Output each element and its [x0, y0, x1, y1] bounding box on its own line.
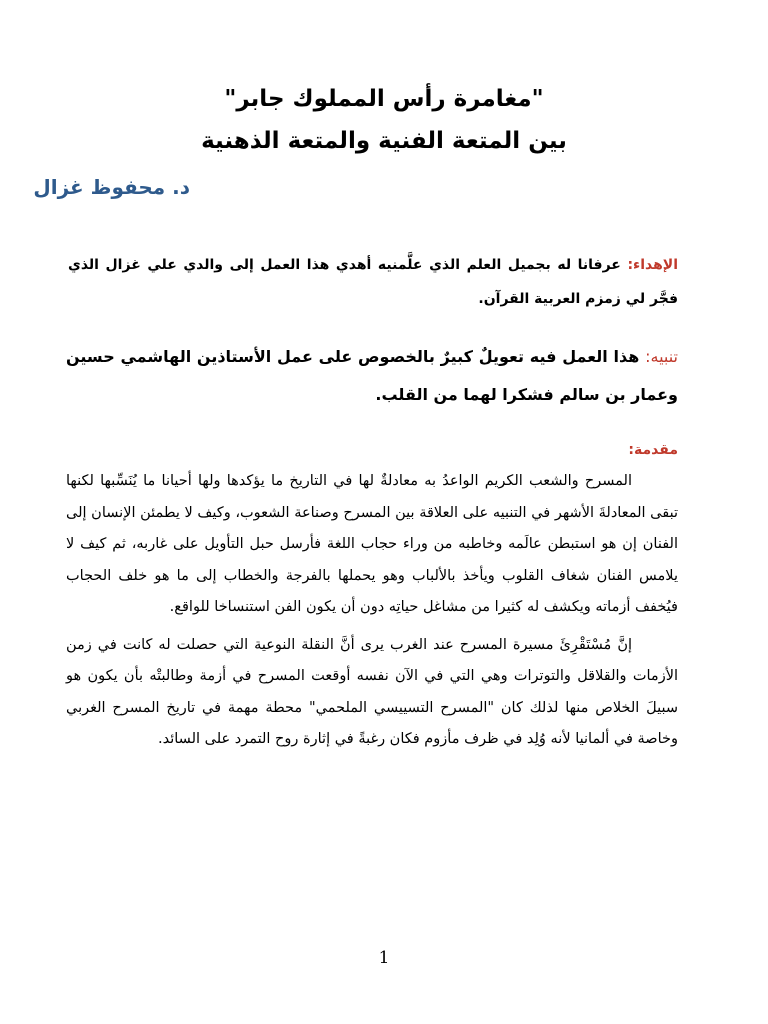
notice-label: تنبيه: — [645, 347, 678, 366]
dedication-label: الإهداء: — [627, 257, 679, 273]
page-number: 1 — [378, 948, 390, 968]
document-title: "مغامرة رأس المملوك جابر" — [224, 86, 544, 112]
notice-section — [66, 338, 678, 414]
notice-text: هذا العمل فيه تعويلٌ كبيرٌ بالخصوص على عمل الأستاذين الهاشمي حسين وعمار بن سالم فشكرا لهما من القلب. — [66, 347, 678, 404]
dedication-section — [68, 248, 678, 316]
author-name: د. محفوظ غزال — [33, 175, 190, 199]
introduction-paragraph: المسرح والشعب الكريم الواعدُ به معادلةٌ لها في التاريخ ما يؤكدها ولها أحيانا ما يُنَسِّبها لكنها تبقى المعادلةَ الأشهر في التنبيه على العلاقة بين المسرح وصناعة الشعوب، وكيف لا يطمئن الإنسان إلى الفنان إن هو استبطن عالَمه وخاطبه من وراء حجاب اللغة فأرسل حبل التأويل على غاربه، ثم كيف لا يلامس الفنان شغاف القلوب ويأخذ بالألباب وهو يحملها بالفرجة والخطاب إلى ما هو خلف الحجاب فيُخفف أزماته ويكشف له كثيرا من مشاغل حياتِه دون أن يكون الفن استنساخا للواقع. — [66, 473, 678, 615]
dedication-text: عرفانا له بجميل العلم الذي علَّمنيه أهدي هذا العمل إلى والدي علي غزال الذي فجَّر لي زمزم العربية القرآن. — [68, 257, 678, 307]
document-subtitle: بين المتعة الفنية والمتعة الذهنية — [201, 128, 567, 154]
introduction-paragraph: إنَّ مُسْتَقْرِئَ مسيرة المسرح عند الغرب يرى أنَّ النقلة النوعية التي حصلت له كانت في زمن الأزمات والقلاقل والتوترات وهي التي في الآن نفسه أوقعت المسرح في أزمة وطالبتْه بأن يكون هو سبيلَ الخلاص منها لذلك كان "المسرح التسييسي الملحمي" محطة مهمة في تاريخ المسرح الغربي وخاصة في ألمانيا لأنه وُلِد في ظرف مأزوم فكان رغبةً في إثارة روح التمرد على السائد. — [66, 636, 678, 747]
introduction-body — [66, 466, 678, 762]
introduction-heading: مقدمة: — [628, 442, 678, 458]
